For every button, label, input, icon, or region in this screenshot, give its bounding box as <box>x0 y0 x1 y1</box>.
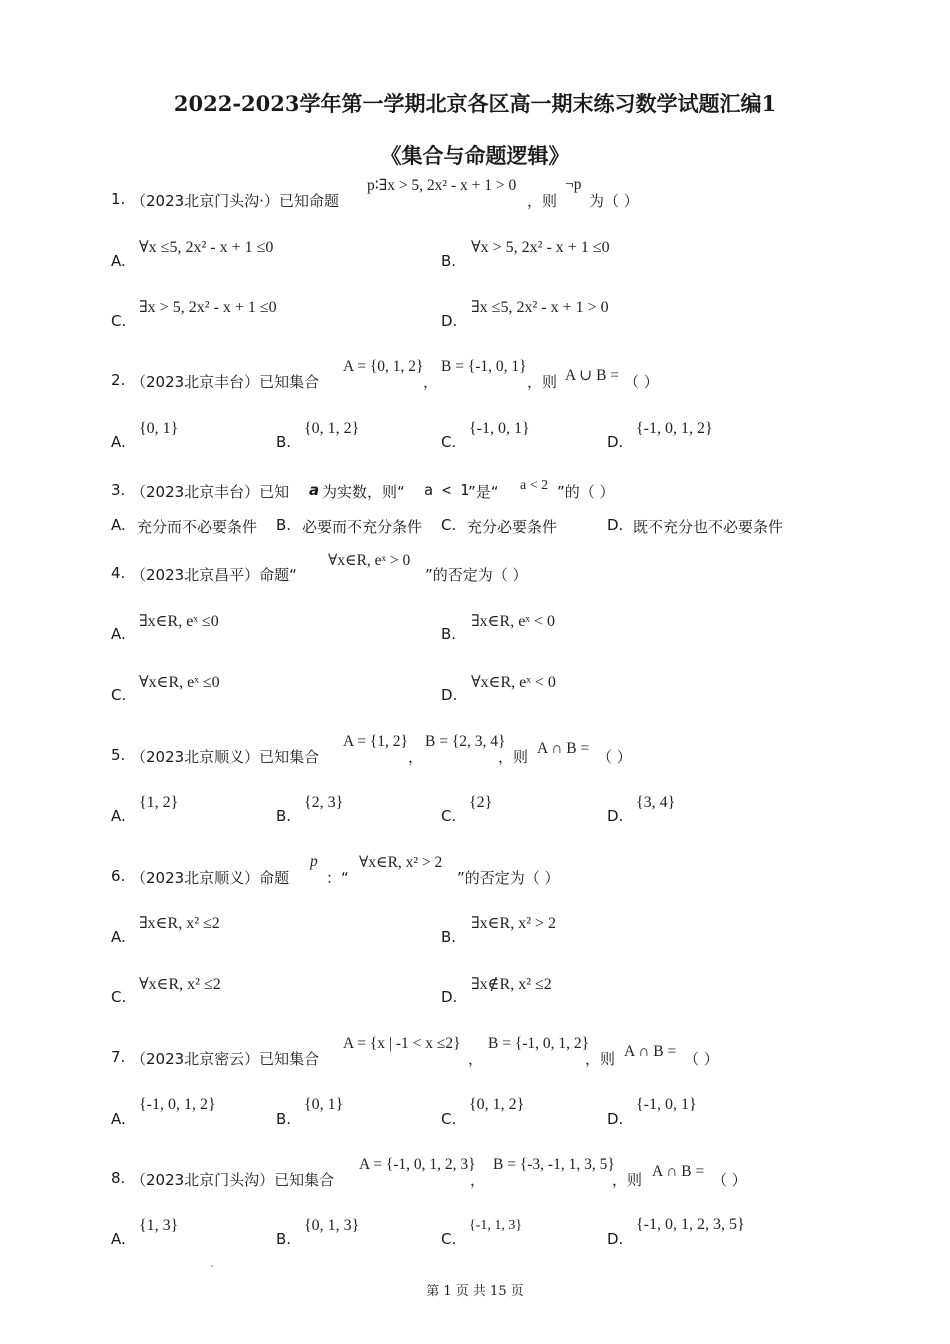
question-number: 7. <box>111 1048 126 1066</box>
option-math: ∃x∈R, x² ≤2 <box>139 915 220 932</box>
math-expression: A = {1, 2} <box>343 733 408 750</box>
option-math: {0, 1} <box>304 1096 344 1113</box>
condition-1: a < 1 <box>424 481 470 499</box>
question-stem: （2023北京门头沟）已知集合 <box>131 1171 335 1189</box>
question-stem: ， <box>468 1050 484 1068</box>
question-number: 8. <box>111 1169 126 1187</box>
math-expression: B = {-1, 0, 1, 2} <box>488 1035 590 1052</box>
option-math: {-1, 0, 1} <box>636 1096 697 1113</box>
variable-a: a <box>309 481 320 499</box>
question-stem: ，则 <box>498 748 529 766</box>
question-stem: ， <box>470 1171 486 1189</box>
question-stem: ， <box>423 373 439 391</box>
question-stem: ：“ <box>326 869 349 887</box>
option-label[interactable]: C. <box>111 988 127 1006</box>
math-expression: A = {x | -1 < x ≤2} <box>343 1035 461 1052</box>
page-title-line2: 《集合与命题逻辑》 <box>380 143 570 168</box>
option-label[interactable]: C. <box>441 433 457 451</box>
option-label[interactable]: B. <box>276 1110 292 1128</box>
option-math: ∀x > 5, 2x² - x + 1 ≤0 <box>471 239 610 256</box>
option-math: ∀x ≤5, 2x² - x + 1 ≤0 <box>139 239 274 256</box>
option-math: ∀x∈R, x² ≤2 <box>139 976 221 993</box>
question-stem: ，则 <box>527 192 558 210</box>
question-number: 5. <box>111 746 126 764</box>
option-math: {1, 3} <box>139 1217 179 1234</box>
option-math: {2, 3} <box>304 794 344 811</box>
option-label[interactable]: A. <box>111 1110 126 1128</box>
question-stem: （2023北京密云）已知集合 <box>131 1050 320 1068</box>
option-math: {0, 1, 2} <box>304 420 360 437</box>
option-label[interactable]: A. <box>111 625 126 643</box>
question-stem: （2023北京顺义）命题 <box>131 869 290 887</box>
question-stem: （2023北京门头沟·）已知命题 <box>131 192 339 210</box>
question-number: 4. <box>111 564 126 582</box>
option-label[interactable]: B. <box>441 252 457 270</box>
question-stem: （ ） <box>597 748 632 766</box>
option-label[interactable]: D. <box>441 686 458 704</box>
math-expression: A = {0, 1, 2} <box>343 358 424 375</box>
option-text: 必要而不充分条件 <box>302 518 423 536</box>
option-label[interactable]: A. <box>111 1230 126 1248</box>
option-math: {1, 2} <box>139 794 179 811</box>
question-stem: （2023北京顺义）已知集合 <box>131 748 320 766</box>
math-expression: ¬p <box>565 176 582 193</box>
option-label[interactable]: B. <box>441 928 457 946</box>
question-stem: ，则 <box>527 373 558 391</box>
option-label[interactable]: C. <box>111 312 127 330</box>
option-label[interactable]: D. <box>607 516 624 534</box>
math-expression: ∀x∈R, eˣ > 0 <box>328 552 411 569</box>
question-stem: （2023北京昌平）命题“ <box>131 566 297 584</box>
option-label[interactable]: C. <box>441 1110 457 1128</box>
condition-2: a < 2 <box>520 478 549 493</box>
math-expression: A ∩ B = <box>624 1043 677 1060</box>
math-expression: B = {-3, -1, 1, 3, 5} <box>493 1156 615 1173</box>
question-stem: ”的（ ） <box>557 483 615 501</box>
option-label[interactable]: B. <box>276 516 292 534</box>
question-stem: ， <box>408 748 424 766</box>
page-footer: 第 1 页 共 15 页 <box>426 1284 524 1299</box>
option-label[interactable]: C. <box>111 686 127 704</box>
math-expression: B = {-1, 0, 1} <box>441 358 527 375</box>
option-label[interactable]: C. <box>441 807 457 825</box>
option-math: ∃x∈R, eˣ ≤0 <box>139 613 219 630</box>
option-label[interactable]: A. <box>111 807 126 825</box>
question-number: 3. <box>111 481 126 499</box>
option-label[interactable]: D. <box>441 988 458 1006</box>
option-label[interactable]: B. <box>276 433 292 451</box>
question-number: 6. <box>111 867 126 885</box>
math-expression: ∀x∈R, x² > 2 <box>359 854 443 871</box>
option-math: {-1, 0, 1} <box>469 420 530 437</box>
math-expression: B = {2, 3, 4} <box>425 733 506 750</box>
question-stem: ，则 <box>612 1171 643 1189</box>
question-stem: （ ） <box>712 1171 747 1189</box>
math-expression: A = {-1, 0, 1, 2, 3} <box>359 1156 476 1173</box>
option-label[interactable]: C. <box>441 1230 457 1248</box>
decorative-dot <box>211 1265 213 1267</box>
option-math: {-1, 0, 1, 2, 3, 5} <box>636 1216 745 1233</box>
option-label[interactable]: A. <box>111 516 126 534</box>
option-math: ∃x∉R, x² ≤2 <box>471 976 552 993</box>
option-math: {-1, 0, 1, 2} <box>636 420 713 437</box>
question-stem: （2023北京丰台）已知集合 <box>131 373 320 391</box>
option-label[interactable]: D. <box>607 1110 624 1128</box>
option-math: ∀x∈R, eˣ ≤0 <box>139 674 220 691</box>
question-stem: ，则 <box>585 1050 616 1068</box>
option-math: {-1, 0, 1, 2} <box>139 1096 216 1113</box>
option-label[interactable]: D. <box>441 312 458 330</box>
option-math: ∃x > 5, 2x² - x + 1 ≤0 <box>139 299 277 316</box>
option-label[interactable]: D. <box>607 433 624 451</box>
option-label[interactable]: A. <box>111 252 126 270</box>
option-math: {2} <box>469 794 493 811</box>
option-math: ∃x∈R, eˣ < 0 <box>471 613 555 630</box>
math-expression: A ∩ B = <box>652 1163 705 1180</box>
question-stem: （2023北京丰台）已知 <box>131 483 290 501</box>
option-label[interactable]: A. <box>111 928 126 946</box>
math-expression: A ∩ B = <box>537 740 590 757</box>
question-stem: 为实数，则“ <box>322 483 405 501</box>
option-label[interactable]: B. <box>276 807 292 825</box>
question-stem: ”的否定为（ ） <box>425 566 528 584</box>
option-text: 充分必要条件 <box>467 518 558 536</box>
option-label[interactable]: B. <box>276 1230 292 1248</box>
question-stem: ”的否定为（ ） <box>457 869 560 887</box>
option-math: ∀x∈R, eˣ < 0 <box>471 674 556 691</box>
question-number: 1. <box>111 190 126 208</box>
math-expression: A ∪ B = <box>565 367 620 384</box>
option-math: ∃x ≤5, 2x² - x + 1 > 0 <box>471 299 609 316</box>
option-text: 既不充分也不必要条件 <box>633 518 784 536</box>
question-number: 2. <box>111 371 126 389</box>
option-text: 充分而不必要条件 <box>137 518 258 536</box>
page-title-line1: 2022-2023学年第一学期北京各区高一期末练习数学试题汇编1 <box>173 91 777 116</box>
option-label[interactable]: A. <box>111 433 126 451</box>
question-stem: ”是“ <box>468 483 499 501</box>
option-math: ∃x∈R, x² > 2 <box>471 915 557 932</box>
option-math: {0, 1} <box>139 420 179 437</box>
option-label[interactable]: D. <box>607 807 624 825</box>
option-label[interactable]: D. <box>607 1230 624 1248</box>
option-math: {0, 1, 2} <box>469 1096 525 1113</box>
option-math: {3, 4} <box>636 794 676 811</box>
question-stem: 为（ ） <box>589 192 639 210</box>
option-math: {0, 1, 3} <box>304 1217 360 1234</box>
math-expression: p <box>310 853 318 870</box>
math-expression: p∶∃x > 5, 2x² - x + 1 > 0 <box>367 177 517 194</box>
question-stem: （ ） <box>684 1050 719 1068</box>
question-stem: （ ） <box>624 373 659 391</box>
option-math: {-1, 1, 3} <box>469 1218 523 1233</box>
option-label[interactable]: C. <box>441 516 457 534</box>
option-label[interactable]: B. <box>441 625 457 643</box>
